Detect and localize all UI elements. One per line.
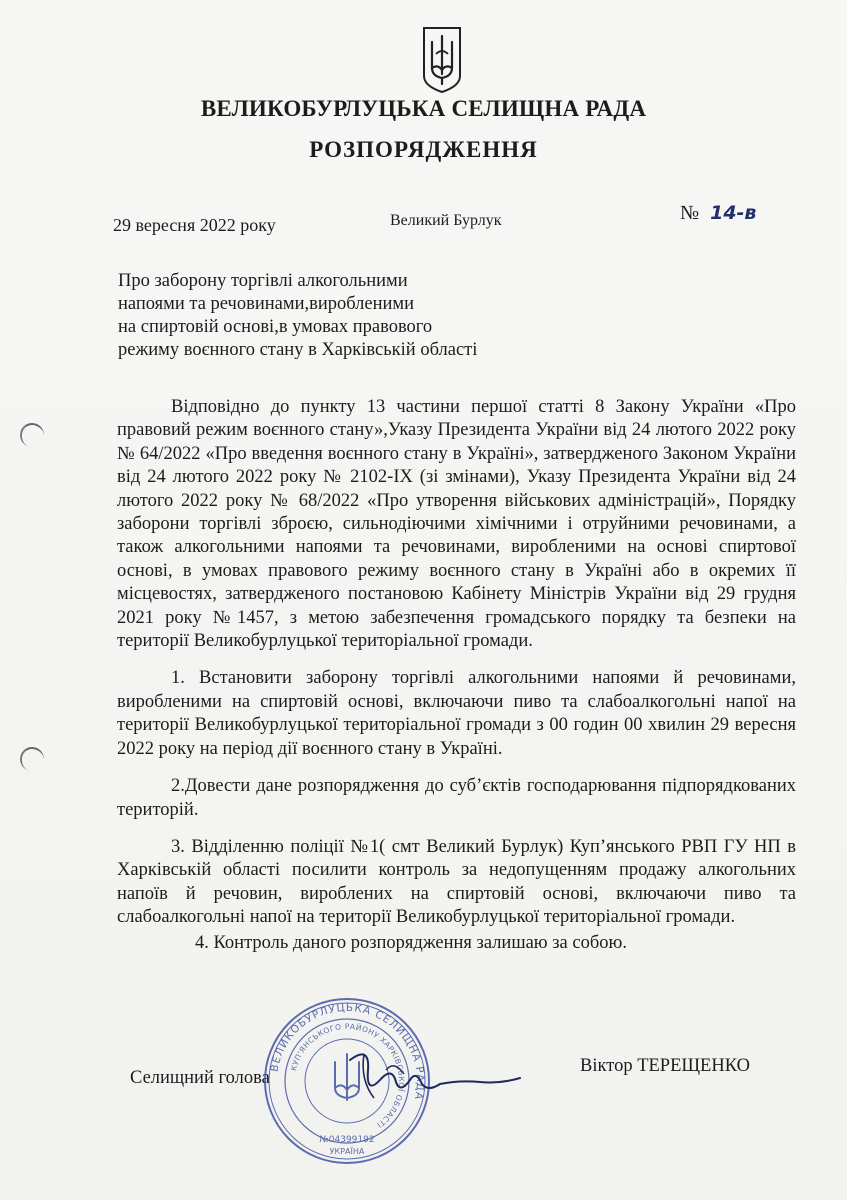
subject-line: режиму воєнного стану в Харківській області — [118, 340, 478, 360]
document-body — [117, 396, 796, 955]
item-paragraph-2: 2.Довести дане розпорядження до суб’єктів господарювання підпорядкованих територій. — [117, 776, 796, 820]
intro-paragraph: Відповідно до пункту 13 частини першої статті 8 Закону України «Про правовий режим воєнного стану»,Указу Президента України від 24 лютого 2022 року № 64/2022 «Про введення воєнного стану в Україні», затвердженого Законом України від 24 лютого 2022 року № 2102-IX (зі змінами), Указу Президента України від 24 лютого 2022 року № 68/2022 «Про утворення військових адміністрацій», Порядку заборони торгівлі зброєю, сильнодіючими хімічними і отруйними речовинами, а також алкогольними напоями та речовинами, виробленими на основі спиртової основі, в умовах правового режиму воєнного стану в Україні або в окремих її місцевостях, затвердженого постановою Кабінету Міністрів України від 29 грудня 2021 року №1457, з метою забезпечення громадського порядку та безпеки на території Великобурлуцької територіальної громади. — [117, 397, 796, 652]
coat-of-arms-trident-icon — [418, 24, 466, 94]
handwritten-signature — [330, 1040, 530, 1110]
document-subject — [118, 270, 477, 362]
organization-name: ВЕЛИКОБУРЛУЦЬКА СЕЛИЩНА РАДА — [200, 96, 647, 121]
number-label: № — [680, 202, 700, 224]
signatory-name: Віктор ТЕРЕЩЕНКО — [580, 1056, 750, 1076]
subject-line: напоями та речовинами,виробленими — [118, 294, 415, 314]
seal-inner-text: КУП'ЯНСЬКОГО РАЙОНУ ХАРКІВСЬКОЇ ОБЛАСТІ — [289, 1021, 407, 1130]
document-date: 29 вересня 2022 року — [113, 215, 276, 235]
binder-hole-mark — [18, 745, 46, 773]
item-paragraph-3: 3. Відділенню поліції №1( смт Великий Бурлук) Куп’янського РВП ГУ НП в Харківській області посилити контроль за недопущенням продажу алкогольних напоїв й речовин, вироблених на спиртовій основі, включаючи пиво та слабоалкогольні напої на території Великобурлуцької територіальної громади. — [117, 836, 796, 928]
handwritten-number: 14-в — [710, 202, 757, 224]
seal-code: №04399192 — [319, 1135, 375, 1145]
document-number — [680, 202, 756, 225]
seal-country: УКРАЇНА — [329, 1147, 365, 1156]
subject-line: на спиртовій основі,в умовах правового — [118, 317, 433, 337]
document-type: РОЗПОРЯДЖЕННЯ — [309, 137, 538, 162]
seal-outer-text: ВЕЛИКОБУРЛУЦЬКА СЕЛИЩНА РАДА — [268, 1001, 427, 1102]
subject-line: Про заборону торгівлі алкогольними — [118, 271, 408, 291]
signatory-title: Селищний голова — [130, 1068, 270, 1088]
document-place: Великий Бурлук — [390, 212, 502, 229]
item-paragraph-1: 1. Встановити заборону торгівлі алкогольними напоями й речовинами, виробленими на спиртовій основі, включаючи пиво та слабоалкогольні напої на території Великобурлуцької територіальної громади з 00 годин 00 хвилин 29 вересня 2022 року на період дії воєнного стану в Україні. — [117, 668, 796, 759]
item-paragraph-4: 4. Контроль даного розпорядження залишаю за собою. — [195, 932, 627, 953]
binder-hole-mark — [18, 421, 46, 449]
